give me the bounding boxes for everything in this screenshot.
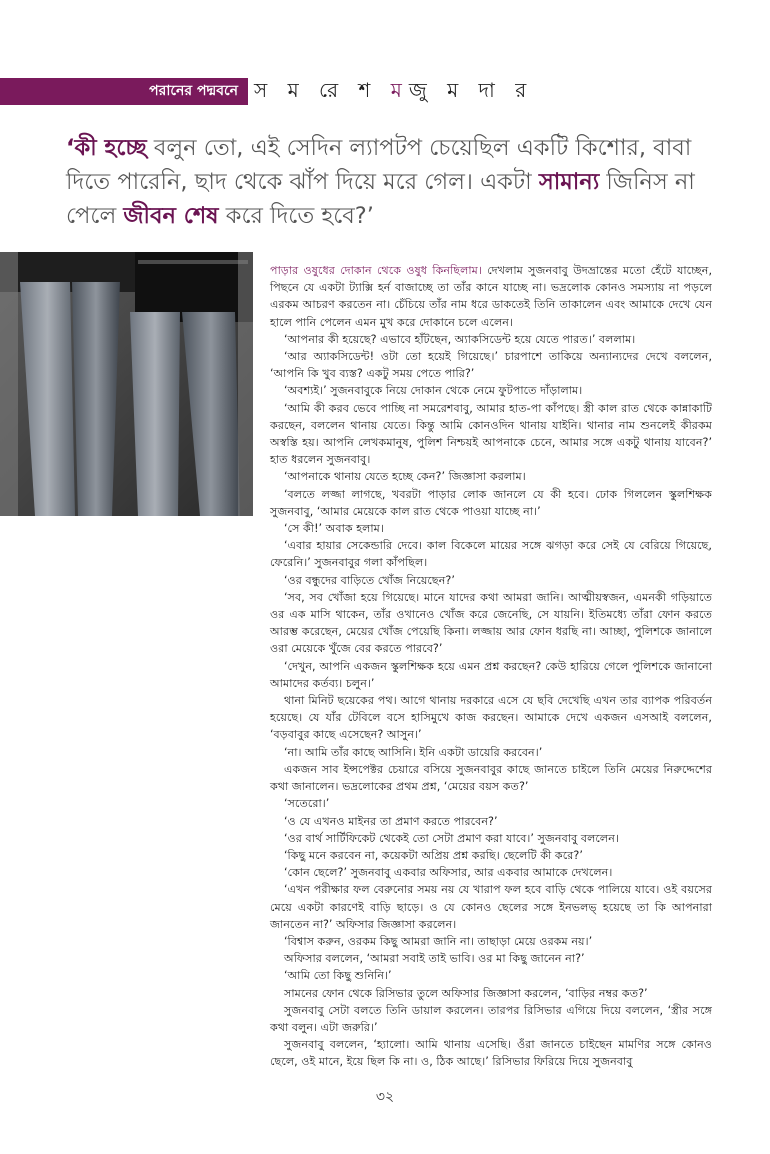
article-paragraph: ‘দেখুন, আপনি একজন স্কুলশিক্ষক হয়ে এমন প্রশ্ন করছেন? কেউ হারিয়ে গেলে পুলিশকে জানানো আমাদের কর্তব্য। চলুন।’ [270, 659, 712, 690]
article-paragraph: ‘আপনার কী হয়েছে? এভাবে হাঁটছেন, অ্যাকসিডেন্ট হয়ে যেতে পারত।’ বললাম। [284, 332, 636, 346]
author-name-highlight: ম [390, 78, 409, 102]
article-first-paragraph [270, 262, 712, 331]
article-paragraph: সুজনবাবু সেটা বলতে তিনি ডায়াল করলেন। তারপর রিসিভার এগিয়ে দিয়ে বললেন, ‘স্ত্রীর সঙ্গে কথা বলুন। এটা জরুরি।’ [270, 1003, 712, 1034]
pull-quote-text-1: বলুন তো, এই সেদিন ল্যাপটপ চেয়েছিল একটি কিশোর, বাবা দিতে পারেনি, ছাদ থেকে ঝাঁপ দিয়ে মরে গেল। একটা [66, 135, 692, 195]
article-paragraph: ‘আমি তো কিছু শুনিনি।’ [284, 969, 392, 983]
article-paragraph: অফিসার বললেন, ‘আমরা সবাই তাই ভাবি। ওর মা কিছু জানেন না?’ [284, 952, 585, 966]
article-paragraph: সুজনবাবু বললেন, ‘হ্যালো। আমি থানায় এসেছি। ওঁরা জানতে চাইছেন মামণির সঙ্গে কোনও ছেলে, ওই মানে, ইয়ে ছিল কি না। ও, ঠিক আছে।’ রিসিভার ফিরিয়ে দিয়ে সুজনবাবু [270, 1038, 712, 1069]
illustration-photo [0, 252, 253, 516]
article-paragraph: একজন সাব ইন্সপেক্টর চেয়ারে বসিয়ে সুজনবাবুর কাছে জানতে চাইলে তিনি মেয়ের নিরুদ্দেশের কথা জানালেন। ভদ্রলোকের প্রথম প্রশ্ন, ‘মেয়ের বয়স কত?’ [270, 762, 712, 794]
article-paragraph: ‘ও যে এখনও মাইনর তা প্রমাণ করতে পারবেন?’ [284, 814, 498, 828]
article-paragraph: ‘আমি কী করব ভেবে পাচ্ছি না সমরেশবাবু, আমার হাত-পা কাঁপছে। স্ত্রী কাল রাত থেকে কান্নাকাটি করছেন, বললেন থানায় যেতে। কিন্তু আমি কোনওদিন থানায় যাইনি। থানার নাম শুনলেই কীরকম অস্বস্তি হয়। আপনি লেখকমানুষ, পুলিশ নিশ্চয়ই আপনাকে চেনে, আমার সঙ্গে একটু থানায় যাবেন?’ হাত ধরলেন সুজনবাবু। [270, 401, 712, 467]
article-paragraph: ‘সতেরো।’ [284, 797, 330, 811]
author-name [254, 74, 533, 107]
author-name-part3: জু ম দা র [408, 78, 534, 102]
pull-quote-emphasis-3: জীবন শেষ [123, 203, 219, 229]
article-paragraph: ‘কোন ছেলে?’ সুজনবাবু একবার অফিসার, আর একবার আমাকে দেখলেন। [284, 866, 613, 880]
article-first-paragraph-text: দেখলাম সুজনবাবু উদভ্রান্তের মতো হেঁটে যাচ্ছেন, পিছনে যে একটা ট্যাক্সি হর্ন বাজাচ্ছে তা তাঁর কানে যাচ্ছে না। ভদ্রলোক কোনও সমস্যায় না পড়লে এরকম আচরণ করতেন না। চেঁচিয়ে তাঁর নাম ধরে ডাকতেই তিনি তাকালেন এবং আমাকে দেখে যেন হালে পানি পেলেন এমন মুখ করে দোকানে চলে এলেন। [270, 264, 712, 329]
article-paragraph: সামনের ফোন থেকে রিসিভার তুলে অফিসার জিজ্ঞাসা করলেন, ‘বাড়ির নম্বর কত?’ [284, 986, 648, 1000]
jeans-photo-image [0, 252, 253, 516]
article-paragraph: থানা মিনিট ছয়েকের পথ। আগে থানায় দরকারে এসে যে ছবি দেখেছি এখন তার ব্যাপক পরিবর্তন হয়েছে। যে যাঁর টেবিলে বসে হাসিমুখে কাজ করছেন। আমাকে দেখে একজন এসআই বললেন, ‘বড়বাবুর কাছে এসেছেন? আসুন।’ [270, 694, 712, 742]
pull-quote [66, 131, 716, 233]
article-paragraph: ‘সব, সব খোঁজা হয়ে গিয়েছে। মানে যাদের কথা আমরা জানি। আত্মীয়স্বজন, এমনকী গড়িয়াতে ওর এক মাসি থাকেন, তাঁর ওখানেও খোঁজ করে জেনেছি, সে যায়নি। ইতিমধ্যে তাঁরা ফোন করতে আরম্ভ করেছেন, মেয়ের খোঁজ পেয়েছি কিনা। লজ্জায় আর ফোন ধরছি না। আচ্ছা, পুলিশকে জানালে ওরা মেয়েকে খুঁজে বের করতে পারবে?’ [270, 590, 712, 656]
article-paragraph: ‘আর অ্যাকসিডেন্ট! ওটা তো হয়েই গিয়েছে।’ চারপাশে তাকিয়ে অন্যান্যদের দেখে বললেন, ‘আপনি কি খুব ব্যস্ত? একটু সময় পেতে পারি?’ [270, 350, 712, 381]
article-paragraph: ‘ওর বন্ধুদের বাড়িতে খোঁজ নিয়েছেন?’ [284, 573, 455, 587]
article-paragraphs [270, 331, 712, 1071]
pull-quote-text-3: করে দিতে হবে?’ [218, 203, 374, 229]
article-paragraph: ‘আপনাকে থানায় যেতে হচ্ছে কেন?’ জিজ্ঞাসা করলাম। [284, 470, 526, 484]
article-paragraph: ‘সে কী!’ অবাক হলাম। [284, 522, 384, 536]
article-paragraph: ‘কিছু মনে করবেন না, কয়েকটা অপ্রিয় প্রশ্ন করছি। ছেলেটি কী করে?’ [284, 848, 583, 862]
article-paragraph: ‘এবার হায়ার সেকেন্ডারি দেবে। কাল বিকেলে মায়ের সঙ্গে ঝগড়া করে সেই যে বেরিয়ে গিয়েছে, ফেরেনি।’ সুজনবাবুর গলা কাঁপছিল। [270, 539, 712, 570]
page-number: ৩২ [375, 1089, 395, 1105]
article-paragraph: ‘বিশ্বাস করুন, ওরকম কিছু আমরা জানি না। তাছাড়া মেয়ে ওরকম নয়।’ [284, 934, 593, 948]
article-paragraph: ‘বলতে লজ্জা লাগছে, খবরটা পাড়ার লোক জানলে যে কী হবে। ঢোক গিললেন স্কুলশিক্ষক সুজনবাবু, ‘আমার মেয়েকে কাল রাত থেকে পাওয়া যাচ্ছে না।’ [270, 487, 712, 518]
pull-quote-emphasis-2: সামান্য [538, 169, 600, 195]
article-paragraph: ‘অবশ্যই।’ সুজনবাবুকে নিয়ে দোকান থেকে নেমে ফুটপাতে দাঁড়ালাম। [284, 384, 583, 398]
article-lead-text: পাড়ার ওষুধের দোকান থেকে ওষুধ কিনছিলাম। [270, 264, 482, 277]
series-title: পরানের পদ্মবনে [149, 83, 238, 99]
pull-quote-emphasis-1: ‘কী হচ্ছে [66, 135, 147, 161]
pull-quote-text-2: জিনিস না পেলে [66, 169, 695, 229]
article-paragraph: ‘এখন পরীক্ষার ফল বেরুনোর সময় নয় যে খারাপ ফল হবে বাড়ি থেকে পালিয়ে যাবে। ওই বয়সের মেয়ে একটা কারণেই বাড়ি ছাড়ে। ও যে কোনও ছেলের সঙ্গে ইনভলভ্ হয়েছে তা কি আপনারা জানতেন না?’ অফিসার জিজ্ঞাসা করলেন। [270, 883, 712, 931]
article-paragraph: ‘না। আমি তাঁর কাছে আসিনি। ইনি একটা ডায়েরি করবেন।’ [284, 745, 543, 759]
article-body [270, 262, 712, 1071]
author-name-part1: স ম রে শ [254, 78, 391, 102]
article-paragraph: ‘ওর বার্থ সার্টিফিকেট থেকেই তো সেটা প্রমাণ করা যাবে।’ সুজনবাবু বললেন। [284, 831, 619, 845]
